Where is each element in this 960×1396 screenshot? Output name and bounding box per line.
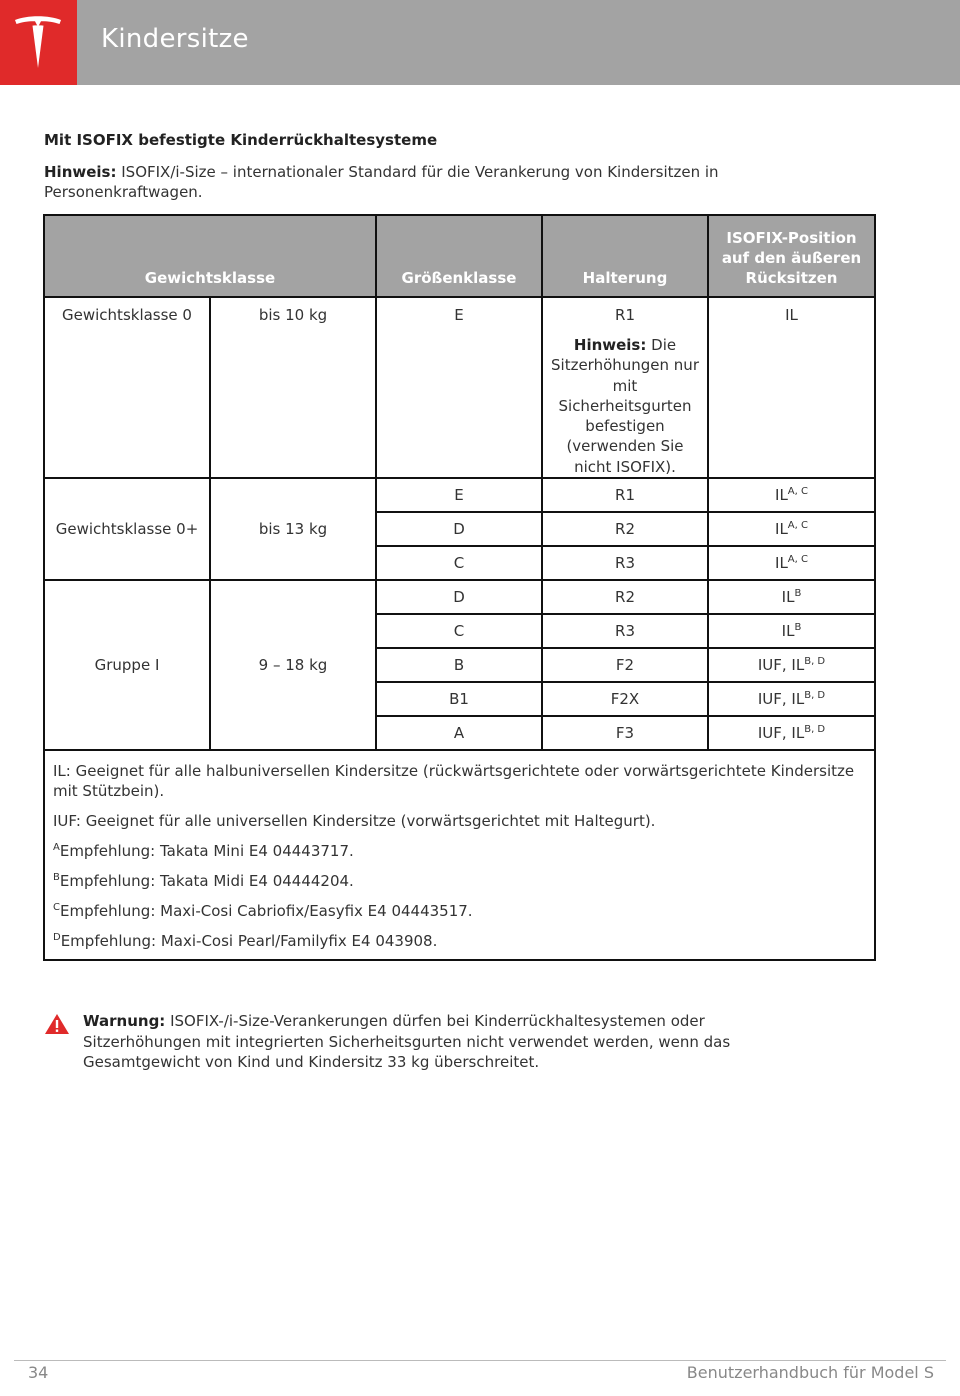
- header-fixture: Halterung: [542, 215, 708, 297]
- footnote-text: Empfehlung: Takata Mini E4 04443717.: [59, 842, 354, 861]
- position-cell: [708, 478, 875, 512]
- header-size-class: Größenklasse: [376, 215, 542, 297]
- footnote-il: IL: Geeignet für alle halbuniversellen Kindersitze (rückwärtsgerichtete oder vorwärtsgerichtete Kindersitze mit Stützbein).: [53, 762, 855, 801]
- footnote-mark: C: [53, 902, 60, 914]
- warning-text: [83, 1011, 823, 1073]
- position-value: IUF, IL: [757, 724, 805, 743]
- weight-class-cell: Gewichtsklasse 0+: [44, 478, 210, 580]
- table-footnotes: [44, 750, 875, 960]
- weight-cell: 9 – 18 kg: [210, 580, 376, 750]
- footnote-iuf: IUF: Geeignet für alle universellen Kindersitze (vorwärtsgerichtet mit Haltegurt).: [53, 812, 656, 831]
- fixture-cell: F3: [542, 716, 708, 750]
- size-cell: B1: [376, 682, 542, 716]
- position-footnote-mark: B: [794, 588, 802, 600]
- footnote-d: [53, 931, 866, 951]
- isofix-note: [44, 162, 834, 202]
- size-cell: C: [376, 614, 542, 648]
- position-footnote-mark: B, D: [804, 690, 826, 702]
- position-value: IL: [781, 588, 795, 607]
- position-footnote-mark: B, D: [804, 656, 826, 668]
- weight-class-cell: Gewichtsklasse 0: [44, 297, 210, 478]
- table-footnotes-row: [44, 750, 875, 960]
- position-footnote-mark: A, C: [787, 554, 808, 566]
- position-value: IUF, IL: [757, 690, 805, 709]
- footnote-text: Empfehlung: Maxi-Cosi Cabriofix/Easyfix E4 04443517.: [59, 902, 473, 921]
- position-cell: [708, 648, 875, 682]
- fixture-cell: R1: [542, 478, 708, 512]
- page-header: [0, 0, 960, 85]
- table-row: [44, 478, 875, 512]
- footnote-c: [53, 901, 866, 921]
- position-value: IUF, IL: [757, 656, 805, 675]
- position-value: IL: [775, 520, 788, 539]
- position-cell: [708, 580, 875, 614]
- size-cell: D: [376, 512, 542, 546]
- size-cell: A: [376, 716, 542, 750]
- position-value: IL: [775, 554, 788, 573]
- fixture-cell: R2: [542, 512, 708, 546]
- footnote-a: [53, 841, 866, 861]
- section-title: Mit ISOFIX befestigte Kinderrückhaltesysteme: [44, 131, 438, 149]
- footnote-text: Empfehlung: Maxi-Cosi Pearl/Familyfix E4 043908.: [60, 932, 438, 951]
- fixture-note-text: Die Sitzerhöhungen nur mit Sicherheitsgurten befestigen (verwenden Sie nicht ISOFIX).: [551, 336, 699, 476]
- weight-cell: bis 13 kg: [210, 478, 376, 580]
- position-value: IL: [775, 486, 788, 505]
- footnote-mark: D: [53, 932, 61, 944]
- footnote-mark: B: [53, 872, 60, 884]
- warning-triangle-icon: [44, 1013, 70, 1035]
- table-row: [44, 580, 875, 614]
- page-number: 34: [28, 1363, 49, 1382]
- warning-label: Warnung:: [83, 1012, 166, 1030]
- size-cell: C: [376, 546, 542, 580]
- size-cell: E: [376, 478, 542, 512]
- footnote-mark: A: [53, 842, 60, 854]
- fixture-note: [549, 335, 701, 477]
- tesla-logo: [0, 0, 77, 85]
- fixture-cell: F2X: [542, 682, 708, 716]
- footnote-b: [53, 871, 866, 891]
- header-title: Kindersitze: [101, 24, 249, 54]
- position-cell: [708, 546, 875, 580]
- size-cell: D: [376, 580, 542, 614]
- footer-divider: [14, 1360, 946, 1361]
- note-label: Hinweis:: [44, 163, 117, 181]
- note-text: ISOFIX/i-Size – internationaler Standard für die Verankerung von Kindersitzen in Personenkraftwagen.: [44, 163, 719, 201]
- position-cell: [708, 614, 875, 648]
- footnote-text: Empfehlung: Takata Midi E4 04444204.: [59, 872, 354, 891]
- fixture-value: R1: [615, 306, 635, 324]
- warning-body: ISOFIX-/i-Size-Verankerungen dürfen bei Kinderrückhaltesystemen oder Sitzerhöhungen mit integrierten Sicherheitsgurten nicht verwendet werden, wenn das Gesamtgewicht von Kind und Kindersitz 33 kg überschreitet.: [83, 1012, 731, 1071]
- table-header-row: [44, 215, 875, 297]
- fixture-cell: R3: [542, 546, 708, 580]
- header-weight-class: Gewichtsklasse: [44, 215, 376, 297]
- fixture-cell: F2: [542, 648, 708, 682]
- weight-cell: bis 10 kg: [210, 297, 376, 478]
- position-value: IL: [781, 622, 795, 641]
- fixture-note-label: Hinweis:: [573, 336, 647, 354]
- position-footnote-mark: B, D: [804, 724, 826, 736]
- fixture-cell: R3: [542, 614, 708, 648]
- tesla-logo-icon: [13, 16, 63, 70]
- weight-class-cell: Gruppe I: [44, 580, 210, 750]
- size-cell: E: [376, 297, 542, 478]
- size-cell: B: [376, 648, 542, 682]
- fixture-cell: R2: [542, 580, 708, 614]
- position-cell: IL: [708, 297, 875, 478]
- manual-title: Benutzerhandbuch für Model S: [686, 1363, 934, 1382]
- table-row: [44, 297, 875, 478]
- position-footnote-mark: B: [794, 622, 802, 634]
- fixture-cell: [542, 297, 708, 478]
- position-footnote-mark: A, C: [787, 486, 808, 498]
- header-isofix-position: ISOFIX-Position auf den äußeren Rücksitzen: [708, 215, 875, 297]
- isofix-table: [43, 214, 876, 961]
- position-cell: [708, 716, 875, 750]
- position-cell: [708, 512, 875, 546]
- position-cell: [708, 682, 875, 716]
- position-footnote-mark: A, C: [787, 520, 808, 532]
